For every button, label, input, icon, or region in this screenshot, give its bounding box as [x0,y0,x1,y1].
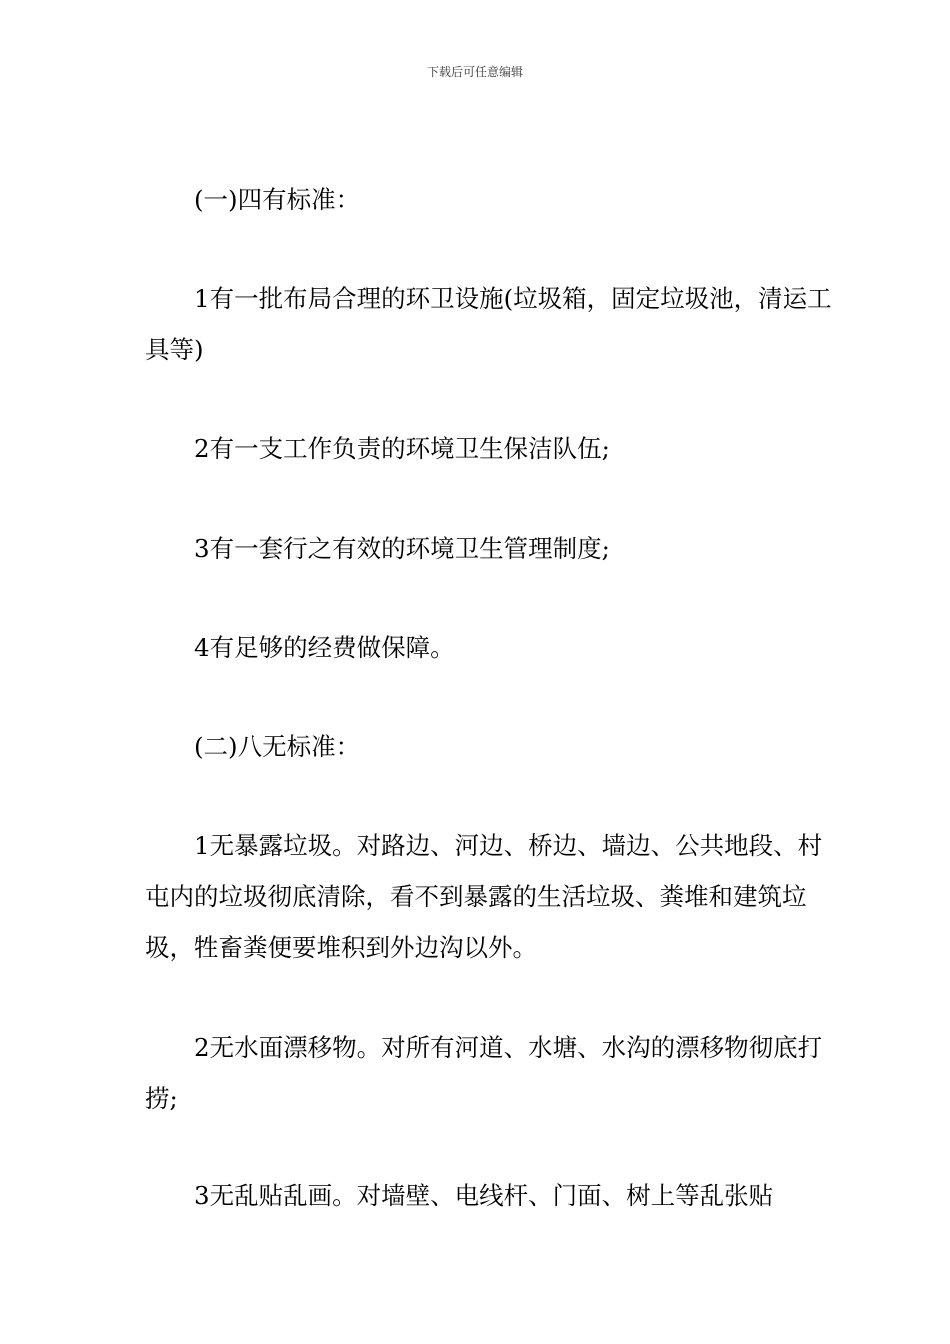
paragraph-item: 3无乱贴乱画。对墙壁、电线杆、门面、树上等乱张贴 [194,1181,774,1210]
paragraph-heading-four-haves: (一)四有标准： [194,185,361,214]
paragraph-item: 3有一套行之有效的环境卫生管理制度; [194,534,610,563]
page-header: 下载后可任意编辑 [426,65,523,79]
paragraph-item: 2无水面漂移物。对所有河道、水塘、水沟的漂移物彻底打捞; [145,1033,823,1113]
paragraph-heading-eight-nos: (二)八无标准： [194,732,361,761]
paragraph-item: 4有足够的经费做保障。 [194,633,455,662]
paragraph-item: 1无暴露垃圾。对路边、河边、桥边、墙边、公共地段、村屯内的垃圾彻底清除，看不到暴露的生活垃圾、粪堆和建筑垃圾，牲畜粪便要堆积到外边沟以外。 [145,831,823,962]
paragraph-item: 1有一批布局合理的环卫设施(垃圾箱，固定垃圾池，清运工具等) [145,284,832,364]
paragraph-item: 2有一支工作负责的环境卫生保洁队伍; [194,434,610,463]
